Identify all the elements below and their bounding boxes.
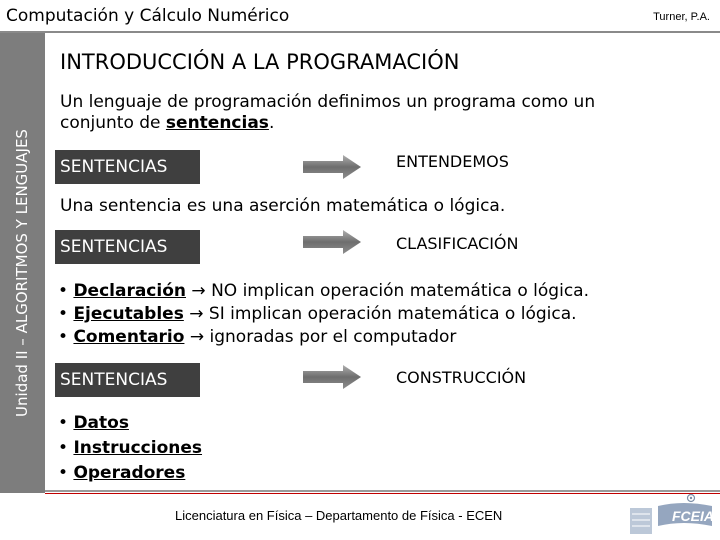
sidebar-label: Unidad II – ALGORITMOS Y LENGUAJES (13, 129, 31, 417)
intro-text: Un lenguaje de programación definimos un programa como un conjunto de (60, 92, 596, 133)
footer-accent-line (45, 493, 720, 494)
footer-divider (45, 490, 720, 492)
result-label-2: CLASIFICACIÓN (396, 234, 519, 253)
list-item-term: Operadores (73, 463, 186, 483)
bullet: • (58, 281, 69, 301)
list-item-text: ignoradas por el computador (209, 327, 457, 347)
list-item (58, 411, 202, 436)
bullet: • (58, 438, 69, 458)
result-label-1: ENTENDEMOS (396, 152, 509, 171)
bullet: • (58, 463, 69, 483)
header-title: Computación y Cálculo Numérico (6, 6, 290, 26)
list-item-term: Instrucciones (73, 438, 203, 458)
list-item-text: SI implican operación matemática o lógica. (208, 304, 577, 324)
list-item (58, 280, 589, 303)
intro-keyword: sentencias (165, 113, 269, 133)
sentences-box-1: SENTENCIAS (55, 150, 200, 184)
arrow-icon: → (189, 327, 205, 347)
list-item-term: Datos (73, 413, 129, 433)
sentences-box-3: SENTENCIAS (55, 363, 200, 397)
arrow-icon: → (191, 281, 206, 301)
list-item (58, 436, 202, 461)
arrow-right-icon (303, 365, 361, 389)
sentences-box-2: SENTENCIAS (55, 230, 200, 264)
list-item-term: Declaración (73, 281, 186, 301)
classification-list (58, 280, 589, 349)
intro-end: . (268, 113, 275, 133)
sidebar (0, 33, 45, 493)
logo-text: FCEIA (672, 508, 714, 524)
arrow-right-icon (303, 155, 361, 179)
header-divider (0, 31, 720, 33)
intro-paragraph (60, 92, 630, 134)
bullet: • (58, 304, 69, 324)
list-item-text: NO implican operación matemática o lógica. (211, 281, 589, 301)
list-item-term: Ejecutables (73, 304, 184, 324)
definition-text: Una sentencia es una aserción matemática o lógica. (60, 196, 506, 216)
slide-title: INTRODUCCIÓN A LA PROGRAMACIÓN (60, 50, 460, 74)
list-item-term: Comentario (73, 327, 185, 347)
bullet: • (58, 413, 69, 433)
arrow-right-icon (303, 230, 361, 254)
arrow-icon: → (189, 304, 204, 324)
list-item (58, 303, 589, 326)
bullet: • (58, 327, 69, 347)
footer-text: Licenciatura en Física – Departamento de Física - ECEN (175, 508, 503, 523)
header-author: Turner, P.A. (653, 11, 710, 23)
list-item (58, 326, 589, 349)
construction-list (58, 411, 202, 486)
fceia-logo (628, 492, 716, 540)
list-item (58, 461, 202, 486)
result-label-3: CONSTRUCCIÓN (396, 368, 527, 387)
